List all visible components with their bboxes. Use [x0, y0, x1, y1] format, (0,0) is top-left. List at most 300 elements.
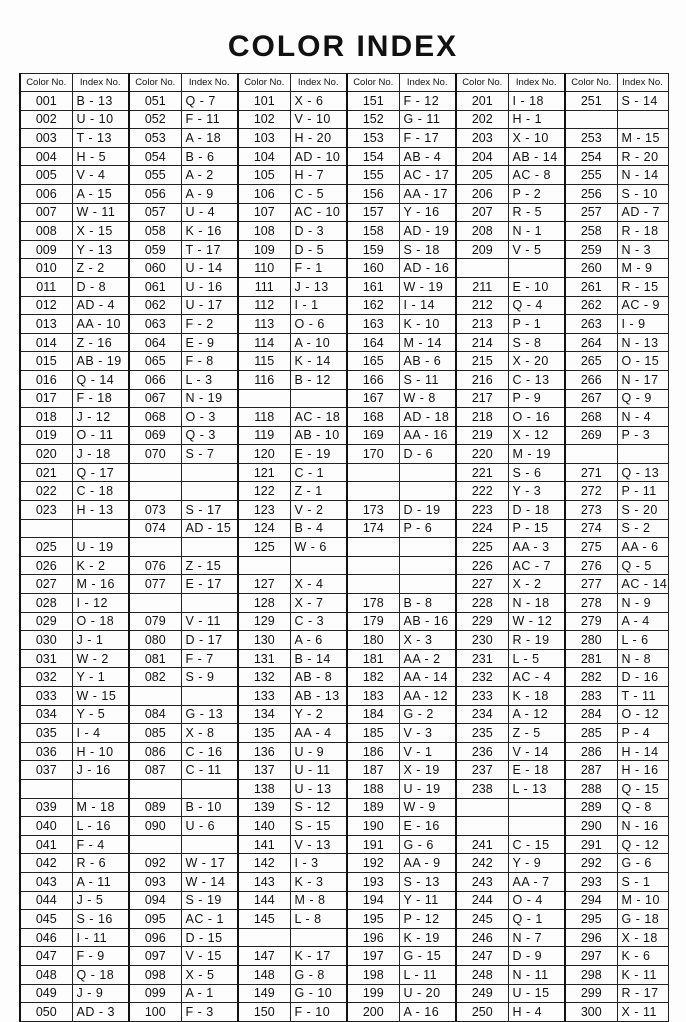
- index-number-cell: P - 1: [508, 315, 565, 334]
- index-number-cell: AA - 4: [290, 724, 347, 743]
- index-no-header: Index No.: [399, 74, 456, 92]
- table-row: [20, 631, 668, 650]
- color-number-cell: [456, 817, 508, 836]
- index-number-cell: V - 2: [290, 501, 347, 520]
- table-row: [20, 240, 668, 259]
- color-number-cell: 122: [238, 482, 290, 501]
- index-number-cell: B - 14: [290, 649, 347, 668]
- color-number-cell: 148: [238, 965, 290, 984]
- index-number-cell: D - 18: [508, 501, 565, 520]
- color-number-cell: 079: [129, 612, 181, 631]
- index-number-cell: O - 3: [181, 408, 238, 427]
- index-number-cell: G - 15: [399, 947, 456, 966]
- color-number-cell: 082: [129, 668, 181, 687]
- color-number-cell: 125: [238, 538, 290, 557]
- index-number-cell: R - 6: [72, 854, 129, 873]
- index-number-cell: S - 14: [617, 92, 668, 111]
- color-number-cell: 073: [129, 501, 181, 520]
- index-number-cell: Y - 1: [72, 668, 129, 687]
- index-number-cell: AC - 14: [617, 575, 668, 594]
- index-number-cell: AB - 16: [399, 612, 456, 631]
- color-number-cell: 159: [347, 240, 399, 259]
- table-row: [20, 798, 668, 817]
- index-number-cell: AD - 3: [72, 1003, 129, 1022]
- index-number-cell: P - 11: [617, 482, 668, 501]
- color-number-cell: 189: [347, 798, 399, 817]
- index-number-cell: AA - 3: [508, 538, 565, 557]
- color-number-cell: 173: [347, 501, 399, 520]
- index-number-cell: A - 9: [181, 184, 238, 203]
- index-number-cell: [181, 779, 238, 798]
- color-number-cell: 167: [347, 389, 399, 408]
- color-number-cell: 027: [20, 575, 72, 594]
- color-number-cell: 099: [129, 984, 181, 1003]
- table-row: [20, 203, 668, 222]
- color-number-cell: 217: [456, 389, 508, 408]
- index-number-cell: [617, 445, 668, 464]
- color-number-cell: 246: [456, 928, 508, 947]
- color-no-header: Color No.: [238, 74, 290, 92]
- color-number-cell: 010: [20, 259, 72, 278]
- index-number-cell: AA - 16: [399, 426, 456, 445]
- table-row: [20, 370, 668, 389]
- color-number-cell: 095: [129, 910, 181, 929]
- color-number-cell: 184: [347, 705, 399, 724]
- index-number-cell: V - 1: [399, 742, 456, 761]
- index-number-cell: [399, 556, 456, 575]
- index-number-cell: F - 10: [290, 1003, 347, 1022]
- index-number-cell: E - 18: [508, 761, 565, 780]
- color-number-cell: 220: [456, 445, 508, 464]
- index-number-cell: [399, 463, 456, 482]
- color-number-cell: 284: [565, 705, 617, 724]
- index-number-cell: A - 10: [290, 333, 347, 352]
- color-no-header: Color No.: [565, 74, 617, 92]
- color-number-cell: 204: [456, 147, 508, 166]
- index-number-cell: V - 14: [508, 742, 565, 761]
- color-number-cell: 251: [565, 92, 617, 111]
- index-number-cell: Q - 14: [72, 370, 129, 389]
- index-number-cell: M - 19: [508, 445, 565, 464]
- index-number-cell: L - 8: [290, 910, 347, 929]
- index-number-cell: X - 6: [290, 92, 347, 111]
- index-number-cell: G - 18: [617, 910, 668, 929]
- color-number-cell: 081: [129, 649, 181, 668]
- color-number-cell: 161: [347, 277, 399, 296]
- color-number-cell: 299: [565, 984, 617, 1003]
- color-number-cell: 290: [565, 817, 617, 836]
- color-number-cell: 123: [238, 501, 290, 520]
- color-number-cell: 157: [347, 203, 399, 222]
- index-number-cell: X - 2: [508, 575, 565, 594]
- index-number-cell: N - 16: [617, 817, 668, 836]
- index-number-cell: AB - 10: [290, 426, 347, 445]
- index-number-cell: C - 18: [72, 482, 129, 501]
- color-number-cell: 084: [129, 705, 181, 724]
- color-number-cell: 296: [565, 928, 617, 947]
- color-number-cell: 017: [20, 389, 72, 408]
- index-number-cell: Y - 3: [508, 482, 565, 501]
- index-number-cell: [181, 538, 238, 557]
- color-number-cell: 129: [238, 612, 290, 631]
- index-number-cell: H - 20: [290, 129, 347, 148]
- index-number-cell: AC - 18: [290, 408, 347, 427]
- index-number-cell: W - 14: [181, 872, 238, 891]
- index-number-cell: G - 6: [399, 835, 456, 854]
- index-number-cell: M - 14: [399, 333, 456, 352]
- index-number-cell: N - 11: [508, 965, 565, 984]
- index-number-cell: Y - 2: [290, 705, 347, 724]
- index-number-cell: AA - 2: [399, 649, 456, 668]
- index-number-cell: H - 4: [508, 1003, 565, 1022]
- index-number-cell: R - 15: [617, 277, 668, 296]
- index-number-cell: E - 10: [508, 277, 565, 296]
- color-number-cell: 295: [565, 910, 617, 929]
- index-no-header: Index No.: [617, 74, 668, 92]
- color-number-cell: 297: [565, 947, 617, 966]
- color-number-cell: 116: [238, 370, 290, 389]
- table-row: [20, 463, 668, 482]
- index-number-cell: X - 19: [399, 761, 456, 780]
- index-number-cell: K - 17: [290, 947, 347, 966]
- color-number-cell: 105: [238, 166, 290, 185]
- index-number-cell: [181, 482, 238, 501]
- table-row: [20, 277, 668, 296]
- index-number-cell: R - 20: [617, 147, 668, 166]
- color-number-cell: 004: [20, 147, 72, 166]
- color-number-cell: 102: [238, 110, 290, 129]
- color-number-cell: 232: [456, 668, 508, 687]
- color-number-cell: 264: [565, 333, 617, 352]
- color-number-cell: 115: [238, 352, 290, 371]
- table-row: [20, 110, 668, 129]
- color-number-cell: 205: [456, 166, 508, 185]
- color-number-cell: 062: [129, 296, 181, 315]
- table-row: [20, 779, 668, 798]
- color-number-cell: 253: [565, 129, 617, 148]
- color-number-cell: 261: [565, 277, 617, 296]
- index-number-cell: I - 9: [617, 315, 668, 334]
- index-number-cell: D - 15: [181, 928, 238, 947]
- table-row: [20, 556, 668, 575]
- index-number-cell: J - 13: [290, 277, 347, 296]
- color-number-cell: 185: [347, 724, 399, 743]
- color-number-cell: [347, 556, 399, 575]
- index-number-cell: B - 8: [399, 594, 456, 613]
- color-number-cell: 006: [20, 184, 72, 203]
- index-number-cell: E - 16: [399, 817, 456, 836]
- table-row: [20, 649, 668, 668]
- color-number-cell: 150: [238, 1003, 290, 1022]
- index-number-cell: C - 11: [181, 761, 238, 780]
- color-number-cell: 196: [347, 928, 399, 947]
- color-number-cell: 169: [347, 426, 399, 445]
- color-number-cell: 226: [456, 556, 508, 575]
- index-number-cell: F - 17: [399, 129, 456, 148]
- color-number-cell: [238, 928, 290, 947]
- color-number-cell: 265: [565, 352, 617, 371]
- index-number-cell: M - 15: [617, 129, 668, 148]
- color-number-cell: 134: [238, 705, 290, 724]
- color-number-cell: 262: [565, 296, 617, 315]
- index-number-cell: A - 6: [290, 631, 347, 650]
- color-number-cell: 132: [238, 668, 290, 687]
- index-number-cell: Q - 15: [617, 779, 668, 798]
- index-number-cell: M - 18: [72, 798, 129, 817]
- index-number-cell: R - 18: [617, 222, 668, 241]
- table-row: [20, 947, 668, 966]
- color-number-cell: 281: [565, 649, 617, 668]
- index-number-cell: F - 4: [72, 835, 129, 854]
- index-number-cell: I - 3: [290, 854, 347, 873]
- index-number-cell: S - 11: [399, 370, 456, 389]
- index-number-cell: H - 5: [72, 147, 129, 166]
- color-number-cell: 131: [238, 649, 290, 668]
- index-number-cell: Q - 17: [72, 463, 129, 482]
- index-no-header: Index No.: [290, 74, 347, 92]
- index-number-cell: AA - 17: [399, 184, 456, 203]
- color-number-cell: 035: [20, 724, 72, 743]
- index-number-cell: AB - 19: [72, 352, 129, 371]
- index-number-cell: S - 16: [72, 910, 129, 929]
- index-number-cell: H - 16: [617, 761, 668, 780]
- color-number-cell: 130: [238, 631, 290, 650]
- index-number-cell: Y - 13: [72, 240, 129, 259]
- index-number-cell: P - 15: [508, 519, 565, 538]
- index-number-cell: K - 14: [290, 352, 347, 371]
- color-number-cell: 200: [347, 1003, 399, 1022]
- table-row: [20, 315, 668, 334]
- color-number-cell: 223: [456, 501, 508, 520]
- color-number-cell: 012: [20, 296, 72, 315]
- index-number-cell: D - 16: [617, 668, 668, 687]
- index-number-cell: B - 13: [72, 92, 129, 111]
- index-number-cell: AC - 10: [290, 203, 347, 222]
- index-number-cell: AD - 19: [399, 222, 456, 241]
- color-number-cell: 147: [238, 947, 290, 966]
- index-number-cell: S - 17: [181, 501, 238, 520]
- color-number-cell: 293: [565, 872, 617, 891]
- color-number-cell: 179: [347, 612, 399, 631]
- color-number-cell: [347, 538, 399, 557]
- index-number-cell: R - 19: [508, 631, 565, 650]
- index-number-cell: Y - 11: [399, 891, 456, 910]
- color-number-cell: 059: [129, 240, 181, 259]
- color-number-cell: 120: [238, 445, 290, 464]
- color-number-cell: 045: [20, 910, 72, 929]
- index-no-header: Index No.: [72, 74, 129, 92]
- index-number-cell: X - 20: [508, 352, 565, 371]
- color-number-cell: 219: [456, 426, 508, 445]
- index-number-cell: W - 19: [399, 277, 456, 296]
- index-number-cell: Q - 1: [508, 910, 565, 929]
- index-number-cell: F - 9: [72, 947, 129, 966]
- index-number-cell: A - 16: [399, 1003, 456, 1022]
- color-number-cell: 047: [20, 947, 72, 966]
- table-row: [20, 965, 668, 984]
- index-number-cell: G - 11: [399, 110, 456, 129]
- color-number-cell: 044: [20, 891, 72, 910]
- color-number-cell: 174: [347, 519, 399, 538]
- index-number-cell: N - 4: [617, 408, 668, 427]
- color-number-cell: 258: [565, 222, 617, 241]
- index-number-cell: G - 8: [290, 965, 347, 984]
- index-number-cell: AB - 13: [290, 687, 347, 706]
- index-number-cell: U - 20: [399, 984, 456, 1003]
- color-number-cell: 294: [565, 891, 617, 910]
- index-number-cell: J - 9: [72, 984, 129, 1003]
- color-number-cell: 241: [456, 835, 508, 854]
- color-number-cell: 092: [129, 854, 181, 873]
- index-no-header: Index No.: [508, 74, 565, 92]
- color-number-cell: 190: [347, 817, 399, 836]
- color-no-header: Color No.: [20, 74, 72, 92]
- index-number-cell: N - 14: [617, 166, 668, 185]
- index-number-cell: K - 16: [181, 222, 238, 241]
- color-number-cell: 065: [129, 352, 181, 371]
- index-number-cell: H - 7: [290, 166, 347, 185]
- color-number-cell: 138: [238, 779, 290, 798]
- color-number-cell: 154: [347, 147, 399, 166]
- color-number-cell: 022: [20, 482, 72, 501]
- index-number-cell: P - 2: [508, 184, 565, 203]
- color-number-cell: 292: [565, 854, 617, 873]
- color-number-cell: 214: [456, 333, 508, 352]
- index-number-cell: R - 5: [508, 203, 565, 222]
- index-number-cell: X - 11: [617, 1003, 668, 1022]
- index-number-cell: P - 4: [617, 724, 668, 743]
- table-row: [20, 928, 668, 947]
- index-number-cell: X - 15: [72, 222, 129, 241]
- color-number-cell: 166: [347, 370, 399, 389]
- color-number-cell: 152: [347, 110, 399, 129]
- index-number-cell: C - 5: [290, 184, 347, 203]
- color-number-cell: 233: [456, 687, 508, 706]
- index-number-cell: H - 14: [617, 742, 668, 761]
- index-number-cell: AD - 15: [181, 519, 238, 538]
- index-number-cell: Q - 18: [72, 965, 129, 984]
- color-number-cell: 192: [347, 854, 399, 873]
- color-number-cell: 014: [20, 333, 72, 352]
- color-number-cell: 140: [238, 817, 290, 836]
- color-number-cell: 224: [456, 519, 508, 538]
- color-no-header: Color No.: [129, 74, 181, 92]
- index-number-cell: G - 6: [617, 854, 668, 873]
- index-number-cell: U - 9: [290, 742, 347, 761]
- color-number-cell: [347, 463, 399, 482]
- index-number-cell: H - 10: [72, 742, 129, 761]
- color-number-cell: 086: [129, 742, 181, 761]
- color-number-cell: 107: [238, 203, 290, 222]
- color-number-cell: 243: [456, 872, 508, 891]
- index-number-cell: M - 10: [617, 891, 668, 910]
- table-row: [20, 742, 668, 761]
- color-number-cell: 242: [456, 854, 508, 873]
- index-number-cell: A - 1: [181, 984, 238, 1003]
- table-row: [20, 854, 668, 873]
- index-number-cell: W - 12: [508, 612, 565, 631]
- index-number-cell: D - 6: [399, 445, 456, 464]
- index-number-cell: N - 18: [508, 594, 565, 613]
- index-number-cell: Q - 3: [181, 426, 238, 445]
- index-number-cell: S - 20: [617, 501, 668, 520]
- index-number-cell: AD - 18: [399, 408, 456, 427]
- index-number-cell: N - 17: [617, 370, 668, 389]
- index-number-cell: AC - 17: [399, 166, 456, 185]
- index-number-cell: X - 3: [399, 631, 456, 650]
- color-number-cell: 183: [347, 687, 399, 706]
- color-number-cell: 249: [456, 984, 508, 1003]
- index-number-cell: [72, 779, 129, 798]
- index-number-cell: J - 18: [72, 445, 129, 464]
- color-number-cell: 101: [238, 92, 290, 111]
- color-number-cell: 055: [129, 166, 181, 185]
- color-number-cell: 052: [129, 110, 181, 129]
- color-number-cell: 209: [456, 240, 508, 259]
- color-number-cell: 268: [565, 408, 617, 427]
- index-number-cell: O - 16: [508, 408, 565, 427]
- index-number-cell: V - 10: [290, 110, 347, 129]
- index-number-cell: V - 11: [181, 612, 238, 631]
- color-number-cell: 263: [565, 315, 617, 334]
- index-number-cell: S - 9: [181, 668, 238, 687]
- color-number-cell: 163: [347, 315, 399, 334]
- color-number-cell: 227: [456, 575, 508, 594]
- index-number-cell: P - 9: [508, 389, 565, 408]
- color-number-cell: 229: [456, 612, 508, 631]
- color-number-cell: 228: [456, 594, 508, 613]
- index-number-cell: Y - 5: [72, 705, 129, 724]
- color-number-cell: 276: [565, 556, 617, 575]
- index-number-cell: K - 18: [508, 687, 565, 706]
- color-number-cell: [129, 538, 181, 557]
- table-row: [20, 482, 668, 501]
- table-row: [20, 1003, 668, 1022]
- index-number-cell: B - 6: [181, 147, 238, 166]
- index-number-cell: U - 19: [72, 538, 129, 557]
- index-number-cell: Z - 15: [181, 556, 238, 575]
- table-row: [20, 445, 668, 464]
- color-number-cell: 111: [238, 277, 290, 296]
- table-row: [20, 538, 668, 557]
- index-number-cell: Z - 16: [72, 333, 129, 352]
- index-number-cell: B - 12: [290, 370, 347, 389]
- color-number-cell: 195: [347, 910, 399, 929]
- index-number-cell: W - 15: [72, 687, 129, 706]
- index-number-cell: I - 18: [508, 92, 565, 111]
- index-number-cell: T - 11: [617, 687, 668, 706]
- index-number-cell: U - 19: [399, 779, 456, 798]
- index-number-cell: [181, 687, 238, 706]
- color-number-cell: 124: [238, 519, 290, 538]
- color-number-cell: 103: [238, 129, 290, 148]
- table-row: [20, 259, 668, 278]
- index-number-cell: S - 6: [508, 463, 565, 482]
- index-number-cell: AB - 14: [508, 147, 565, 166]
- color-number-cell: 067: [129, 389, 181, 408]
- color-number-cell: 248: [456, 965, 508, 984]
- index-number-cell: R - 17: [617, 984, 668, 1003]
- color-number-cell: [456, 798, 508, 817]
- index-number-cell: AB - 6: [399, 352, 456, 371]
- color-number-cell: 133: [238, 687, 290, 706]
- page-title: COLOR INDEX: [227, 30, 459, 63]
- color-number-cell: [238, 556, 290, 575]
- index-number-cell: Y - 9: [508, 854, 565, 873]
- index-number-cell: O - 4: [508, 891, 565, 910]
- color-number-cell: [565, 445, 617, 464]
- color-number-cell: 087: [129, 761, 181, 780]
